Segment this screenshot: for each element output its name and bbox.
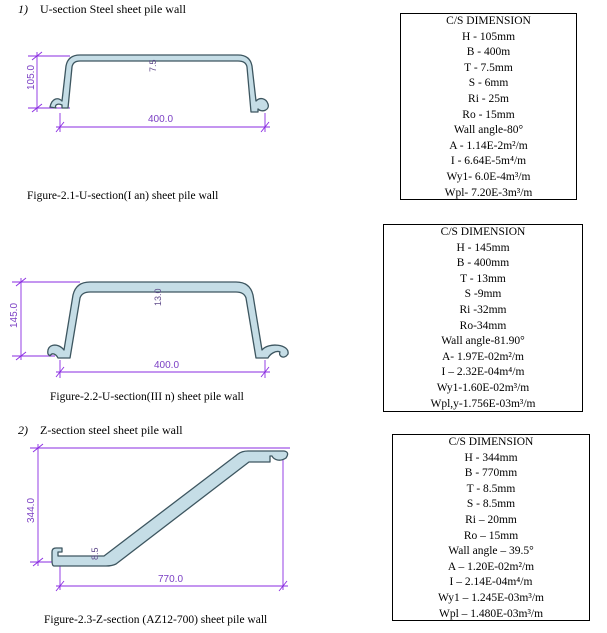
dimension-lines-2 <box>12 278 270 378</box>
u-profile-2 <box>48 282 288 358</box>
section-number: 2) <box>18 423 28 437</box>
spec-line: S - 8.5mm <box>466 498 516 511</box>
spec-line: Wall angle – 39.5° <box>448 545 534 558</box>
spec-line: T - 7.5mm <box>464 61 513 74</box>
width-label-3: 770.0 <box>158 574 184 585</box>
height-label-2: 145.0 <box>9 302 20 328</box>
width-label-1: 400.0 <box>148 114 174 125</box>
figure-caption-2: Figure-2.2-U-section(III n) sheet pile wall <box>50 391 244 403</box>
height-label-1: 105.0 <box>26 64 37 90</box>
spec-line: A- 1.97E-02m²/m <box>441 350 525 363</box>
spec-line: I – 2.32E-04m⁴/m <box>441 366 525 379</box>
spec-line: Ro - 15mm <box>462 108 515 121</box>
section-number: 1) <box>18 2 28 16</box>
spec-line: T - 13mm <box>460 272 506 285</box>
figure-caption-1: Figure-2.1-U-section(I an) sheet pile wall <box>27 190 219 202</box>
spec-title-1: C/S DIMENSION <box>446 15 531 27</box>
spec-line: H - 105mm <box>461 30 516 43</box>
spec-box-1 <box>400 13 577 200</box>
spec-line: T - 8.5mm <box>466 482 516 495</box>
spec-line: Wy1- 6.0E-4m³/m <box>446 170 531 183</box>
spec-line: Ro – 15mm <box>463 529 519 542</box>
spec-line: Wy1-1.60E-02m³/m <box>436 381 530 394</box>
spec-line: Wpl,y-1.756E-03m³/m <box>430 397 536 410</box>
spec-line: Wpl – 1.480E-03m³/m <box>438 607 544 620</box>
spec-title-2: C/S DIMENSION <box>440 226 526 238</box>
spec-line: Ro-34mm <box>459 319 507 332</box>
spec-line: Wall angle-80° <box>453 124 524 137</box>
spec-line: I - 6.64E-5m⁴/m <box>450 155 527 168</box>
spec-line: H - 145mm <box>456 241 510 254</box>
width-label-2: 400.0 <box>154 360 180 371</box>
spec-line: Ri -32mm <box>459 303 507 316</box>
figure-caption-3: Figure-2.3-Z-section (AZ12-700) sheet pile wall <box>44 614 268 626</box>
spec-line: Wpl- 7.20E-3m³/m <box>444 186 533 199</box>
spec-line: S -9mm <box>464 288 502 301</box>
spec-line: Ri - 25m <box>468 92 509 105</box>
height-label-3: 344.0 <box>26 497 37 523</box>
thickness-label-3: 8.5 <box>90 547 100 560</box>
spec-line: Wall angle-81.90° <box>441 335 525 348</box>
spec-line: B - 400m <box>466 46 511 59</box>
spec-line: S - 6mm <box>468 77 509 90</box>
spec-line: Ri – 20mm <box>465 513 517 526</box>
spec-line: H - 344mm <box>464 451 518 464</box>
u-profile-1 <box>50 55 268 112</box>
section-heading-z <box>18 423 183 438</box>
z-profile <box>52 451 288 566</box>
spec-box-2 <box>383 224 583 412</box>
spec-title-3: C/S DIMENSION <box>448 436 534 448</box>
section-title: Z-section steel sheet pile wall <box>40 423 183 437</box>
spec-line: A – 1.20E-02m²/m <box>447 560 535 573</box>
spec-line: B - 770mm <box>464 467 518 480</box>
spec-line: B - 400mm <box>456 257 510 270</box>
spec-line: A - 1.14E-2m²/m <box>449 139 528 152</box>
spec-box-3 <box>392 434 590 621</box>
section-title: U-section Steel sheet pile wall <box>40 2 186 16</box>
thickness-label-2: 13.0 <box>153 288 163 306</box>
spec-line: Wy1 – 1.245E-03m³/m <box>438 591 544 604</box>
spec-line: I – 2.14E-04m⁴/m <box>449 576 533 589</box>
thickness-label-1: 7.5 <box>148 59 158 72</box>
